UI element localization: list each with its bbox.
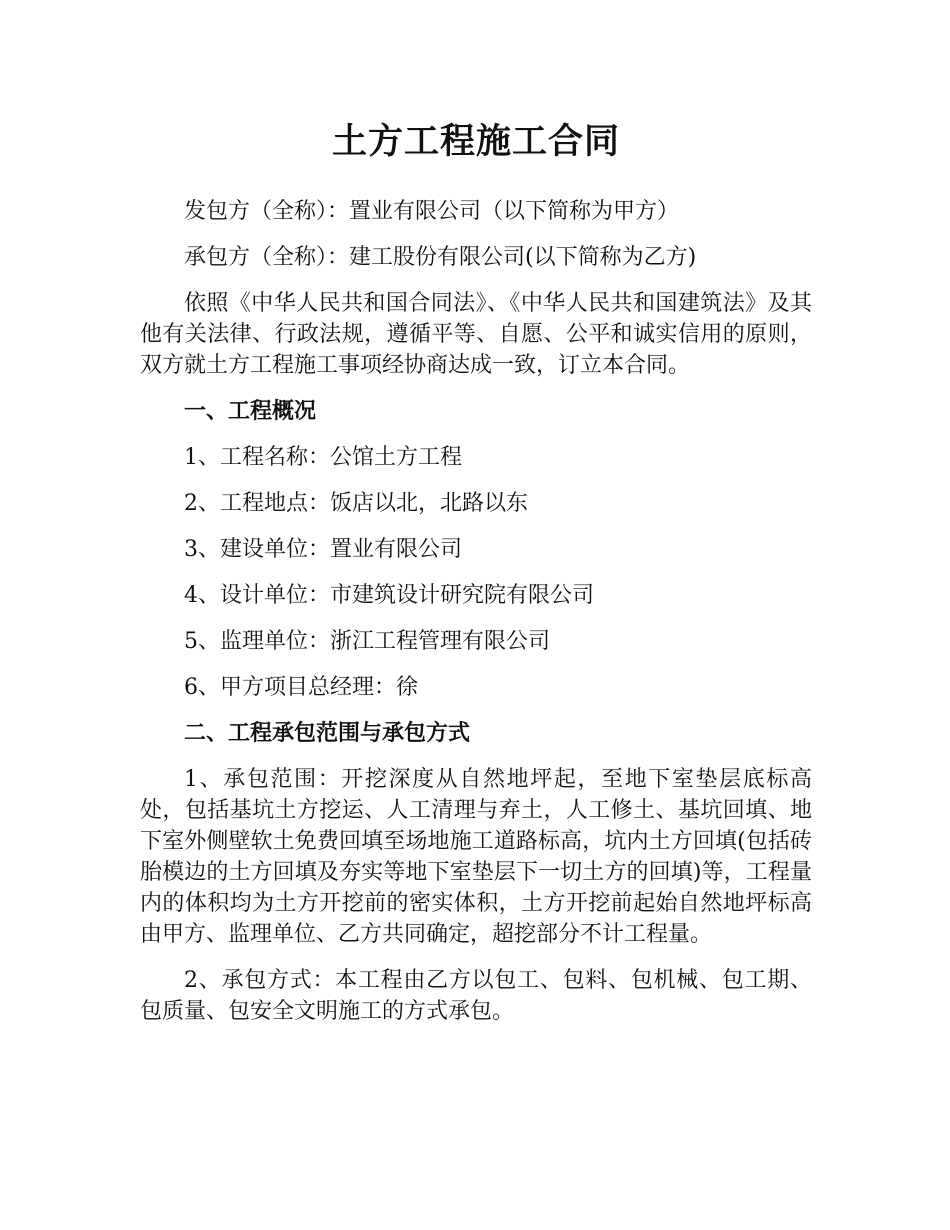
section-1-heading: 一、工程概况 [184,399,317,424]
method-paragraph: 2、承包方式：本工程由乙方以包工、包料、包机械、包工期、包质量、包安全文明施工的方式承包。 [140,968,812,1024]
supervisor-item: 5、监理单位：浙江工程管理有限公司 [184,629,550,654]
preamble-paragraph: 依照《中华人民共和国合同法》、《中华人民共和国建筑法》及其他有关法律、行政法规，遵循平等、自愿、公平和诚实信用的原则，双方就土方工程施工事项经协商达成一致，订立本合同。 [140,291,812,378]
developer-item: 3、建设单位：置业有限公司 [184,537,462,562]
contract-page [140,118,812,1042]
scope-paragraph: 1、承包范围：开挖深度从自然地坪起，至地下室垫层底标高处，包括基坑土方挖运、人工清理与弃土，人工修土、基坑回填、地下室外侧壁软土免费回填至场地施工道路标高，坑内土方回填(包括砖胎模边的土方回填及夯实等地下室垫层下一切土方的回填)等，工程量内的体积均为土方开挖前的密实体积，土方开挖前起始自然地坪标高由甲方、监理单位、乙方共同确定，超挖部分不计工程量。 [140,767,812,947]
document-title: 土方工程施工合同 [331,122,620,162]
party-a-line: 发包方（全称）：置业有限公司（以下简称为甲方） [184,199,680,224]
designer-item: 4、设计单位：市建筑设计研究院有限公司 [184,583,594,608]
party-b-line: 承包方（全称）：建工股份有限公司(以下简称为乙方) [184,245,697,270]
project-location-item: 2、工程地点：饭店以北，北路以东 [184,491,528,516]
section-2-heading: 二、工程承包范围与承包方式 [184,721,471,746]
project-manager-item: 6、甲方项目总经理：徐 [184,675,418,700]
project-name-item: 1、工程名称：公馆土方工程 [184,445,462,470]
